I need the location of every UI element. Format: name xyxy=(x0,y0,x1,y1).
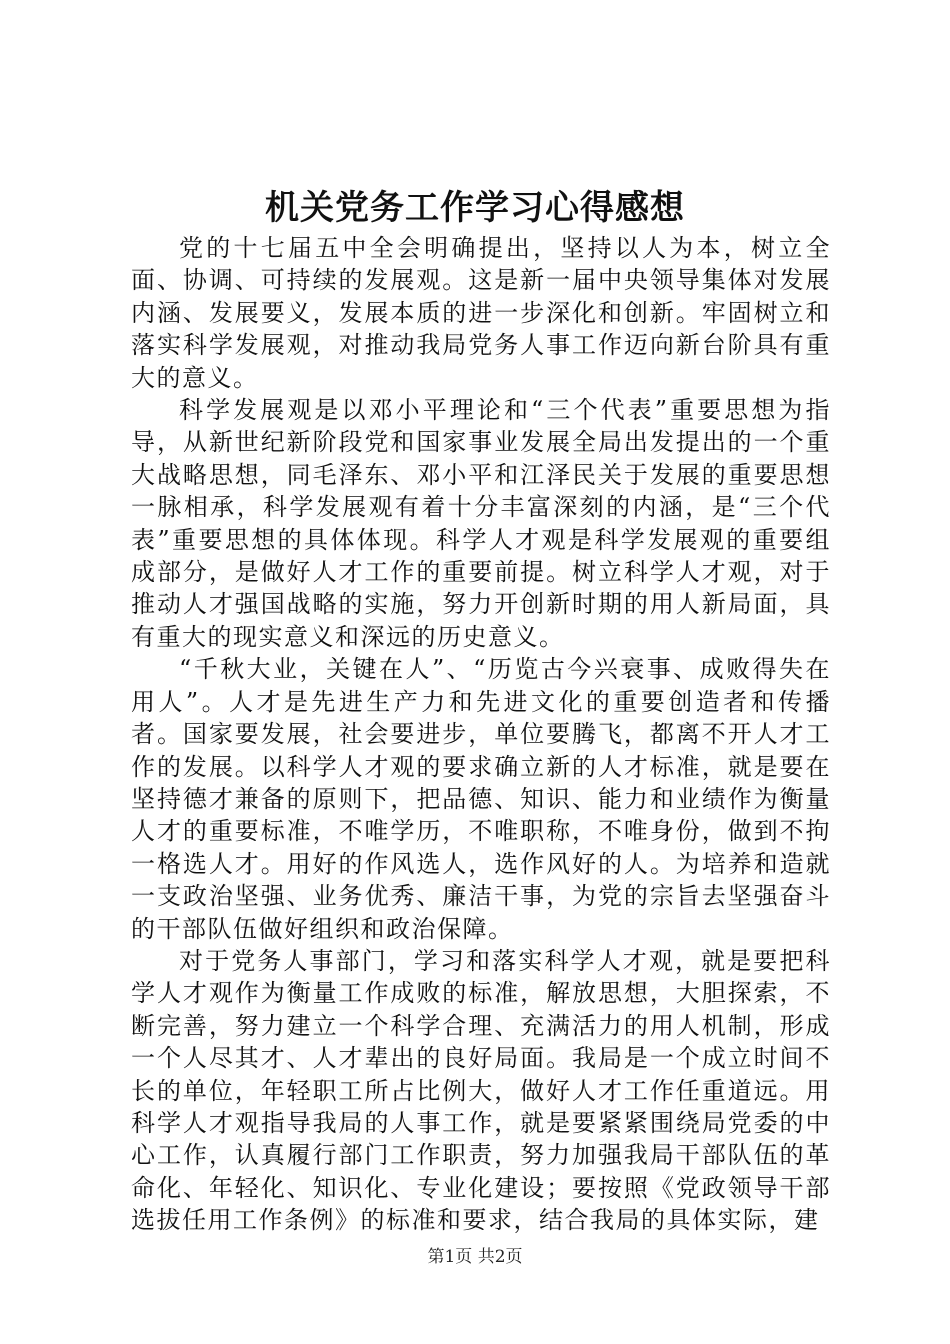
paragraph-2: 科学发展观是以邓小平理论和“三个代表”重要思想为指导，从新世纪新阶段党和国家事业发展全局出发提出的一个重大战略思想，同毛泽东、邓小平和江泽民关于发展的重要思想一脉相承，科学发展观有着十分丰富深刻的内涵，是“三个代表”重要思想的具体体现。科学人才观是科学发展观的重要组成部分，是做好人才工作的重要前提。树立科学人才观，对于推动人才强国战略的实施，努力开创新时期的用人新局面，具有重大的现实意义和深远的历史意义。 xyxy=(131,396,831,651)
document-body xyxy=(131,232,831,1237)
paragraph-4: 对于党务人事部门，学习和落实科学人才观，就是要把科学人才观作为衡量工作成败的标准，解放思想，大胆探索，不断完善，努力建立一个科学合理、充满活力的用人机制，形成一个人尽其才、人才辈出的良好局面。我局是一个成立时间不长的单位，年轻职工所占比例大，做好人才工作任重道远。用科学人才观指导我局的人事工作，就是要紧紧围绕局党委的中心工作，认真履行部门工作职责，努力加强我局干部队伍的革命化、年轻化、知识化、专业化建设；要按照《党政领导干部选拔任用工作条例》的标准和要求，结合我局的具体实际，建 xyxy=(131,946,831,1235)
document-title: 机关党务工作学习心得感想 xyxy=(265,188,685,228)
paragraph-1: 党的十七届五中全会明确提出，坚持以人为本，树立全面、协调、可持续的发展观。这是新一届中央领导集体对发展内涵、发展要义，发展本质的进一步深化和创新。牢固树立和落实科学发展观，对推动我局党务人事工作迈向新台阶具有重大的意义。 xyxy=(131,234,831,392)
paragraph-3: “千秋大业，关键在人”、“历览古今兴衰事、成败得失在用人”。人才是先进生产力和先进文化的重要创造者和传播者。国家要发展，社会要进步，单位要腾飞，都离不开人才工作的发展。以科学人才观的要求确立新的人才标准，就是要在坚持德才兼备的原则下，把品德、知识、能力和业绩作为衡量人才的重要标准，不唯学历，不唯职称，不唯身份，做到不拘一格选人才。用好的作风选人，选作风好的人。为培养和造就一支政治坚强、业务优秀、廉洁干事，为党的宗旨去坚强奋斗的干部队伍做好组织和政治保障。 xyxy=(131,655,831,943)
page-footer: 第1页 共2页 xyxy=(427,1247,523,1267)
